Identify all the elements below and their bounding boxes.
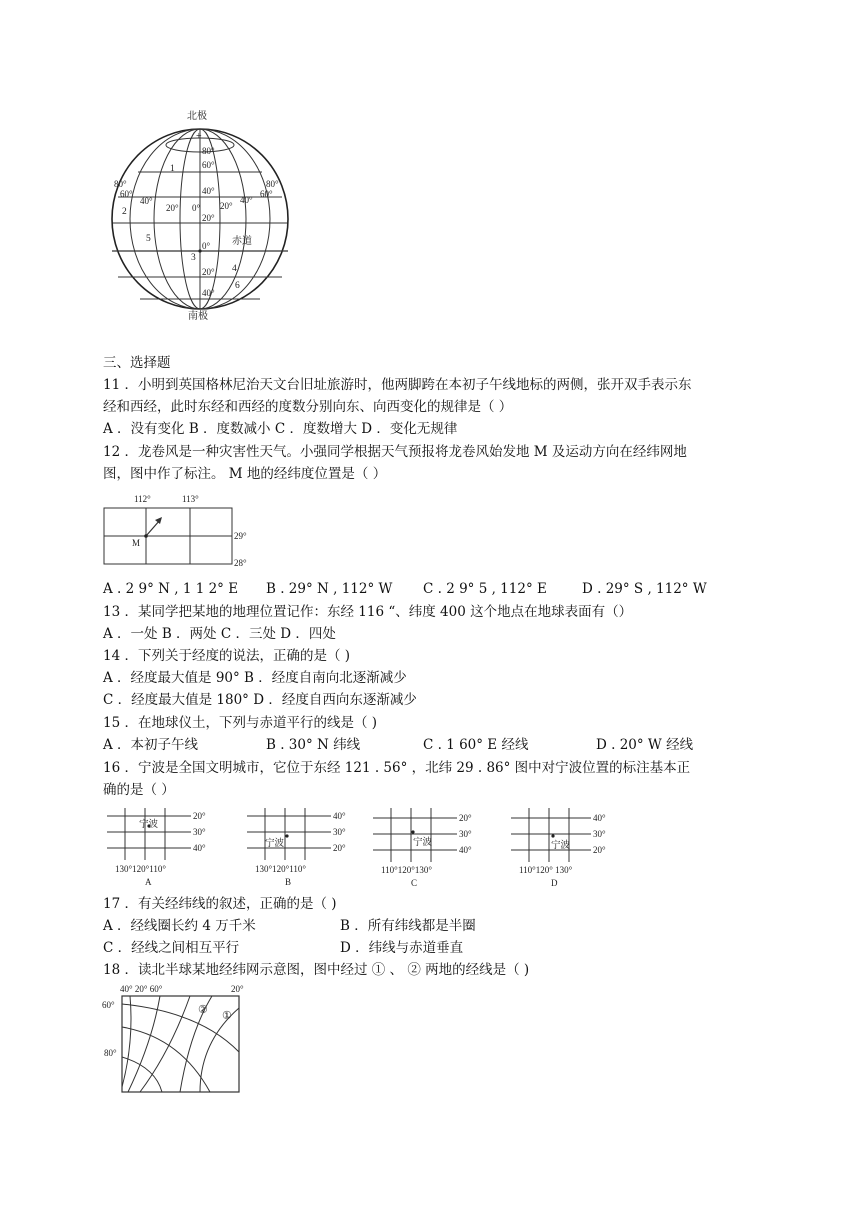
city-label: 宁波 bbox=[139, 820, 159, 830]
lon-labels-top: 40° 20° 60° bbox=[120, 984, 163, 994]
lon-label: 80° bbox=[114, 179, 127, 189]
q12-line2: 图，图中作了标注。 M 地的经纬度位置是（ ） bbox=[103, 466, 387, 482]
q17-line1: 17 ．有关经纬线的叙述，正确的是（ ) bbox=[103, 896, 337, 912]
lon-label: 40° bbox=[240, 195, 253, 205]
point-1: 1 bbox=[170, 164, 175, 174]
lat-label: 40° bbox=[593, 813, 606, 823]
city-label: 宁波 bbox=[413, 838, 433, 848]
point-3: 3 bbox=[191, 253, 196, 263]
q15-option-b: B . 30° N 纬线 bbox=[266, 737, 361, 753]
q17-option-d: D ．纬线与赤道垂直 bbox=[340, 940, 464, 956]
q12-option-b: B . 29° N , 112° W bbox=[266, 581, 393, 597]
q18-line1: 18 ．读北半球某地经纬网示意图，图中经过 ① 、 ② 两地的经线是（ ) bbox=[103, 962, 530, 978]
q16-map-d bbox=[507, 806, 627, 890]
lat-label: 60° bbox=[102, 1000, 115, 1010]
lat-label: 40° bbox=[193, 843, 206, 853]
lat-label: 40° bbox=[459, 845, 472, 855]
lon-label: 20° bbox=[166, 203, 179, 213]
q16-map-a bbox=[103, 806, 223, 890]
city-label: 宁波 bbox=[265, 839, 285, 849]
lat-label: 20° bbox=[333, 843, 346, 853]
map-letter: A bbox=[145, 877, 152, 887]
point-5: 5 bbox=[146, 234, 151, 244]
lon-label: 60° bbox=[260, 189, 273, 199]
point-2: 2 bbox=[122, 207, 127, 217]
north-pole-plus: + bbox=[196, 131, 202, 142]
equator-label: 赤道 bbox=[232, 236, 252, 247]
point-6: 6 bbox=[235, 281, 240, 291]
lat-label: 80° bbox=[202, 146, 215, 156]
q18-map bbox=[100, 982, 260, 1097]
globe-figure bbox=[100, 105, 300, 330]
q12-option-c: C . 2 9° 5 , 112° E bbox=[423, 581, 547, 597]
lon-label: 112° bbox=[134, 494, 151, 504]
lon-labels: 110°120°130° bbox=[381, 865, 432, 875]
q14-line1: 14 ．下列关于经度的说法，正确的是（ ) bbox=[103, 648, 351, 664]
lat-label: 40° bbox=[202, 186, 215, 196]
q11-line2: 经和西经，此时东经和西经的度数分别向东、向西变化的规律是（ ） bbox=[103, 399, 513, 415]
lat-label: 20° bbox=[193, 811, 206, 821]
q12-line1: 12 ．龙卷风是一种灾害性天气。小强同学根据天气预报将龙卷风始发地 M 及运动方向在经纬网地 bbox=[103, 444, 687, 460]
point-1-label: ① bbox=[222, 1010, 232, 1022]
q17-option-a: A ．经线圈长约 4 万千米 bbox=[103, 918, 256, 934]
lat-label: 30° bbox=[593, 829, 606, 839]
south-pole-label: 南极 bbox=[188, 311, 208, 322]
point-m: M bbox=[132, 538, 141, 548]
map-letter: B bbox=[285, 877, 292, 887]
lat-label: 40° bbox=[333, 811, 346, 821]
lon-label-top-right: 20° bbox=[231, 984, 244, 994]
lon-label: 40° bbox=[140, 196, 153, 206]
city-label: 宁波 bbox=[551, 841, 571, 851]
map-letter: D bbox=[551, 878, 558, 888]
north-pole-label: 北极 bbox=[187, 111, 207, 122]
q14-options-cd: C ．经度最大值是 180° D ．经度自西向东逐渐减少 bbox=[103, 692, 417, 708]
lon-label: 60° bbox=[120, 189, 133, 199]
q17-option-b: B ．所有纬线都是半圈 bbox=[340, 918, 476, 934]
lat-label: 20° bbox=[459, 813, 472, 823]
q16-map-c bbox=[369, 806, 489, 890]
lon-labels: 130°120°110° bbox=[115, 864, 166, 874]
q12-option-a: A . 2 9° N , 1 1 2° E bbox=[103, 581, 239, 597]
lon-label: 20° bbox=[220, 201, 233, 211]
q12-option-d: D . 29° S , 112° W bbox=[582, 581, 707, 597]
lon-label: 113° bbox=[182, 494, 199, 504]
q15-option-a: A ．本初子午线 bbox=[103, 737, 199, 753]
lat-label: 20° bbox=[202, 213, 215, 223]
q15-line1: 15 ．在地球仪土，下列与赤道平行的线是（ ) bbox=[103, 715, 378, 731]
q16-map-b bbox=[243, 806, 363, 890]
q15-option-d: D . 20° W 经线 bbox=[596, 737, 694, 753]
lat-label: 29° bbox=[234, 531, 247, 541]
lat-label: 30° bbox=[333, 827, 346, 837]
lat-label: 20° bbox=[202, 267, 215, 277]
lat-label: 60° bbox=[202, 160, 215, 170]
lon-labels: 130°120°110° bbox=[255, 864, 306, 874]
point-2-label: ② bbox=[198, 1004, 208, 1016]
q17-option-c: C ．经线之间相互平行 bbox=[103, 940, 240, 956]
lat-label: 30° bbox=[459, 829, 472, 839]
q11-options: A ．没有变化 B ．度数减小 C ．度数增大 D ．变化无规律 bbox=[103, 421, 458, 437]
q15-option-c: C . 1 60° E 经线 bbox=[423, 737, 529, 753]
lat-label: 0° bbox=[202, 241, 211, 251]
q12-map bbox=[100, 492, 260, 572]
q14-options-ab: A ．经度最大值是 90° B ．经度自南向北逐渐减少 bbox=[103, 670, 407, 686]
map-letter: C bbox=[411, 878, 418, 888]
lon-label: 80° bbox=[266, 179, 279, 189]
q11-line1: 11 ．小明到英国格林尼治天文台旧址旅游时，他两脚跨在本初子午线地标的两侧，张开双手表示东 bbox=[103, 377, 692, 393]
point-4: 4 bbox=[232, 264, 237, 274]
lat-label: 40° bbox=[202, 288, 215, 298]
lon-labels: 110°120° 130° bbox=[519, 865, 573, 875]
q13-options: A ．一处 B ．两处 C ．三处 D ．四处 bbox=[103, 626, 336, 642]
lat-label: 20° bbox=[593, 845, 606, 855]
lat-label: 80° bbox=[104, 1048, 117, 1058]
lon-label: 0° bbox=[192, 203, 201, 213]
lat-label: 28° bbox=[234, 558, 247, 568]
q13-line1: 13 ．某同学把某地的地理位置记作：东经 116 “、纬度 400 这个地点在地球表面有（） bbox=[103, 604, 633, 620]
lat-label: 30° bbox=[193, 827, 206, 837]
section-title: 三、选择题 bbox=[103, 355, 171, 371]
q16-line2: 确的是（ ） bbox=[103, 782, 175, 798]
q16-line1: 16 ．宁波是全国文明城市，它位于东经 121 . 56° ，北纬 29 . 86° 图中对宁波位置的标注基本正 bbox=[103, 760, 691, 776]
